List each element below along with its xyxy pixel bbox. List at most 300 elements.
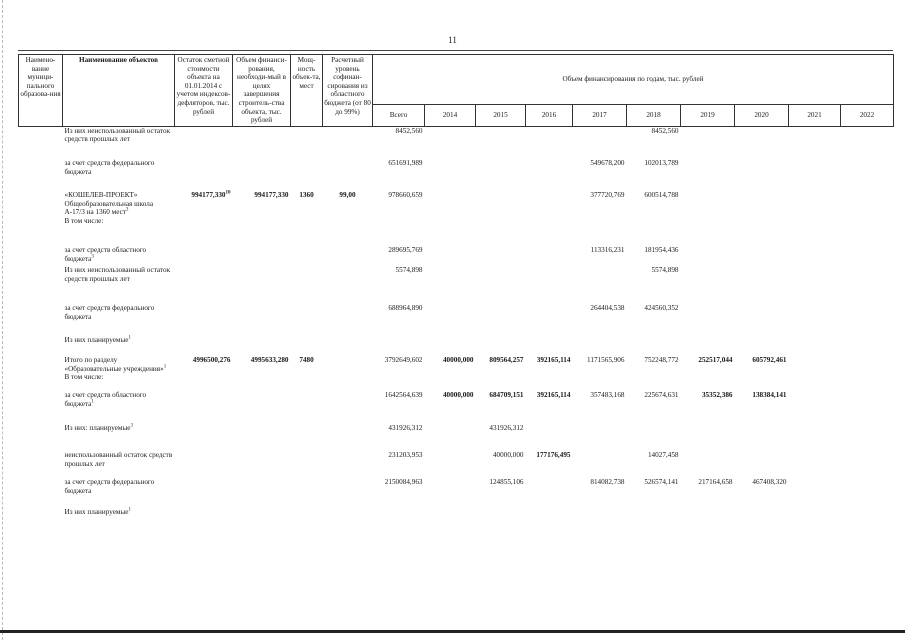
remaining-cost-cell — [175, 391, 233, 424]
year-value-cell-value: 40000,000 — [492, 451, 524, 460]
year-value-cell — [573, 266, 627, 304]
funding-needed-cell — [233, 304, 291, 336]
year-value-cell — [526, 266, 573, 304]
total-cell — [373, 508, 425, 530]
remaining-cost-cell — [175, 356, 233, 391]
year-value-cell-value: 549678,200 — [590, 159, 625, 168]
municipality-cell — [19, 266, 63, 304]
year-value-cell — [735, 451, 789, 478]
year-value-cell — [526, 304, 573, 336]
year-value-cell — [425, 336, 476, 356]
year-value-cell — [476, 356, 526, 391]
object-name-cell-value: за счет средств федерального бюджета — [64, 304, 155, 321]
header-year: 2019 — [681, 104, 735, 126]
year-value-cell-value: 526574,141 — [644, 478, 679, 487]
total-cell-value: 289695,769 — [388, 246, 423, 255]
year-value-cell-value: 113316,231 — [590, 246, 625, 255]
header-municipality: Наимено-вание муници-пального образова-ния — [19, 55, 63, 127]
year-value-cell-value: 177176,495 — [536, 451, 571, 460]
municipality-cell — [19, 336, 63, 356]
total-cell-value: 688964,890 — [388, 304, 423, 313]
object-name-cell-value: за счет средств областного бюджета — [64, 391, 147, 408]
year-value-cell — [627, 508, 681, 530]
cofinancing-cell-value: 99,00 — [339, 191, 356, 200]
header-cofinancing: Расчетный уровень софинан-сирования из областного бюджета (от 80 до 99%) — [323, 55, 373, 127]
object-name-cell-value: Из них планируемые — [64, 336, 129, 345]
year-value-cell-value: 217164,658 — [698, 478, 733, 487]
year-value-cell — [735, 266, 789, 304]
year-value-cell — [526, 391, 573, 424]
total-cell — [373, 159, 425, 191]
remaining-cost-cell-value: 4996500,276 — [192, 356, 231, 365]
year-value-cell-value: 102013,789 — [644, 159, 679, 168]
footnote-marker: 3 — [130, 423, 133, 429]
year-value-cell — [627, 391, 681, 424]
year-value-cell — [627, 159, 681, 191]
year-value-cell — [425, 391, 476, 424]
funding-needed-cell — [233, 246, 291, 266]
year-value-cell — [627, 356, 681, 391]
funding-needed-cell — [233, 424, 291, 451]
year-value-cell — [681, 478, 735, 508]
year-value-cell — [789, 246, 841, 266]
municipality-cell — [19, 126, 63, 159]
object-name-cell-value: Из них неиспользованный остаток средств прошлых лет — [64, 266, 171, 283]
year-value-cell — [476, 126, 526, 159]
cofinancing-cell — [323, 191, 373, 246]
capacity-cell — [291, 478, 323, 508]
cofinancing-cell — [323, 304, 373, 336]
object-name-cell — [63, 478, 175, 508]
year-value-cell — [573, 356, 627, 391]
year-value-cell — [425, 159, 476, 191]
total-cell-value: 2150084,963 — [384, 478, 423, 487]
year-value-cell — [841, 304, 894, 336]
funding-needed-cell — [233, 191, 291, 246]
remaining-cost-cell-value: 994177,330 — [191, 191, 226, 200]
total-cell — [373, 336, 425, 356]
year-value-cell — [735, 191, 789, 246]
year-value-cell — [627, 451, 681, 478]
municipality-cell — [19, 246, 63, 266]
year-value-cell — [526, 159, 573, 191]
table-body — [19, 126, 894, 530]
remaining-cost-cell — [175, 191, 233, 246]
object-name-cell — [63, 304, 175, 336]
year-value-cell — [573, 478, 627, 508]
table-row — [19, 478, 894, 508]
footnote-marker: 1 — [128, 335, 131, 341]
year-value-cell — [627, 424, 681, 451]
object-name-cell-value: Из них: планируемые — [64, 424, 131, 433]
footnote-marker: 3 — [91, 254, 94, 260]
year-value-cell-value: 5574,898 — [651, 266, 679, 275]
year-value-cell — [526, 356, 573, 391]
header-total: Всего — [373, 104, 425, 126]
header-capacity: Мощ-ность объек-та, мест — [291, 55, 323, 127]
year-value-cell — [789, 191, 841, 246]
capacity-cell — [291, 246, 323, 266]
year-value-cell — [526, 451, 573, 478]
remaining-cost-cell — [175, 451, 233, 478]
funding-needed-cell — [233, 266, 291, 304]
object-name-cell — [63, 266, 175, 304]
year-value-cell — [841, 336, 894, 356]
funding-needed-cell — [233, 451, 291, 478]
bottom-rule — [0, 630, 905, 633]
page-number: 11 — [448, 35, 457, 45]
year-value-cell — [526, 126, 573, 159]
funding-needed-cell — [233, 478, 291, 508]
header-year: 2020 — [735, 104, 789, 126]
cofinancing-cell — [323, 356, 373, 391]
year-value-cell-value: 40000,000 — [442, 391, 474, 400]
year-value-cell — [735, 391, 789, 424]
year-value-cell — [841, 266, 894, 304]
year-value-cell-value: 392165,114 — [536, 391, 571, 400]
table-row — [19, 391, 894, 424]
year-value-cell — [573, 246, 627, 266]
year-value-cell — [476, 424, 526, 451]
year-value-cell — [841, 246, 894, 266]
year-value-cell — [573, 336, 627, 356]
year-value-cell-value: 14027,458 — [647, 451, 679, 460]
funding-needed-cell-value: 994177,330 — [254, 191, 289, 200]
year-value-cell — [573, 391, 627, 424]
year-value-cell — [425, 451, 476, 478]
footnote-marker: 10 — [225, 190, 231, 196]
year-value-cell — [573, 126, 627, 159]
total-cell-value: 8452,560 — [395, 126, 423, 135]
footnote-marker: 1 — [91, 399, 94, 405]
year-value-cell-value: 809564,257 — [489, 356, 524, 365]
year-value-cell — [681, 391, 735, 424]
municipality-cell — [19, 191, 63, 246]
including-label: В том числе: — [64, 373, 104, 382]
year-value-cell — [425, 266, 476, 304]
remaining-cost-cell — [175, 424, 233, 451]
funding-needed-cell-value: 4995633,280 — [250, 356, 289, 365]
year-value-cell-value: 752248,772 — [644, 356, 679, 365]
year-value-cell — [573, 508, 627, 530]
remaining-cost-cell — [175, 508, 233, 530]
year-value-cell — [789, 451, 841, 478]
funding-needed-cell — [233, 391, 291, 424]
year-value-cell — [789, 391, 841, 424]
year-value-cell — [735, 159, 789, 191]
year-value-cell — [573, 159, 627, 191]
year-value-cell — [627, 246, 681, 266]
year-value-cell — [425, 508, 476, 530]
year-value-cell — [789, 304, 841, 336]
year-value-cell — [526, 424, 573, 451]
total-cell — [373, 391, 425, 424]
year-value-cell — [476, 508, 526, 530]
year-value-cell — [681, 159, 735, 191]
footnote-marker: 1 — [128, 507, 131, 513]
year-value-cell — [735, 126, 789, 159]
year-value-cell — [476, 246, 526, 266]
object-name-cell — [63, 191, 175, 246]
year-value-cell-value: 40000,000 — [442, 356, 474, 365]
table-row — [19, 304, 894, 336]
including-label: В том числе: — [64, 217, 104, 226]
year-value-cell — [526, 246, 573, 266]
year-value-cell — [627, 478, 681, 508]
year-value-cell-value: 124855,106 — [489, 478, 524, 487]
year-value-cell-value: 684709,151 — [489, 391, 524, 400]
total-cell — [373, 126, 425, 159]
year-value-cell — [573, 191, 627, 246]
capacity-cell — [291, 356, 323, 391]
year-value-cell — [476, 336, 526, 356]
object-name-cell — [63, 451, 175, 478]
total-cell-value: 231203,953 — [388, 451, 423, 460]
year-value-cell — [735, 336, 789, 356]
year-value-cell — [476, 266, 526, 304]
object-name-cell-value: за счет средств федерального бюджета — [64, 478, 155, 495]
year-value-cell — [476, 159, 526, 191]
total-cell — [373, 191, 425, 246]
year-value-cell — [526, 508, 573, 530]
total-cell — [373, 304, 425, 336]
year-value-cell — [573, 304, 627, 336]
municipality-cell — [19, 424, 63, 451]
year-value-cell-value: 35352,386 — [701, 391, 733, 400]
table-row — [19, 336, 894, 356]
header-yearly-group: Объем финансирования по годам, тыс. рублей — [373, 55, 894, 105]
capacity-cell — [291, 336, 323, 356]
year-value-cell-value: 605792,461 — [752, 356, 787, 365]
year-value-cell — [476, 478, 526, 508]
year-value-cell-value: 181954,436 — [644, 246, 679, 255]
year-value-cell — [735, 478, 789, 508]
year-value-cell — [681, 246, 735, 266]
remaining-cost-cell — [175, 126, 233, 159]
object-name-cell — [63, 424, 175, 451]
year-value-cell-value: 357483,168 — [590, 391, 625, 400]
table-row — [19, 266, 894, 304]
remaining-cost-cell — [175, 159, 233, 191]
year-value-cell — [841, 391, 894, 424]
year-value-cell-value: 1171565,906 — [587, 356, 625, 365]
total-cell — [373, 246, 425, 266]
object-name-cell — [63, 159, 175, 191]
year-value-cell-value: 377720,769 — [590, 191, 625, 200]
object-name-cell-value: Итого по разделу «Образовательные учреждения» — [64, 356, 164, 373]
year-value-cell — [681, 191, 735, 246]
cofinancing-cell — [323, 451, 373, 478]
object-name-cell-value: неиспользованный остаток средств прошлых лет — [64, 451, 173, 468]
cofinancing-cell — [323, 159, 373, 191]
year-value-cell — [681, 336, 735, 356]
year-value-cell — [681, 424, 735, 451]
year-value-cell — [789, 266, 841, 304]
object-name-cell — [63, 126, 175, 159]
table-row — [19, 126, 894, 159]
capacity-cell — [291, 126, 323, 159]
object-name-cell-value: за счет средств федерального бюджета — [64, 159, 155, 176]
capacity-cell — [291, 451, 323, 478]
funding-needed-cell — [233, 508, 291, 530]
year-value-cell-value: 252517,044 — [698, 356, 733, 365]
total-cell-value: 3792649,602 — [384, 356, 423, 365]
year-value-cell — [425, 191, 476, 246]
year-value-cell — [425, 126, 476, 159]
year-value-cell-value: 467408,320 — [752, 478, 787, 487]
cofinancing-cell — [323, 508, 373, 530]
year-value-cell-value: 264404,538 — [590, 304, 625, 313]
object-name-cell — [63, 391, 175, 424]
capacity-cell — [291, 159, 323, 191]
header-year: 2016 — [526, 104, 573, 126]
year-value-cell — [526, 478, 573, 508]
year-value-cell — [789, 424, 841, 451]
header-year: 2022 — [841, 104, 894, 126]
header-row-1 — [19, 55, 894, 105]
year-value-cell-value: 431926,312 — [489, 424, 524, 433]
footnote-marker: 1 — [163, 364, 167, 370]
year-value-cell-value: 8452,560 — [651, 126, 679, 135]
remaining-cost-cell — [175, 478, 233, 508]
year-value-cell-value: 600514,788 — [644, 191, 679, 200]
capacity-cell-value: 7480 — [299, 356, 314, 365]
year-value-cell — [681, 356, 735, 391]
object-name-cell — [63, 356, 175, 391]
year-value-cell — [425, 246, 476, 266]
year-value-cell — [789, 478, 841, 508]
municipality-cell — [19, 304, 63, 336]
object-name-cell-value: за счет средств областного бюджета — [64, 246, 147, 263]
year-value-cell — [735, 246, 789, 266]
year-value-cell — [627, 266, 681, 304]
municipality-cell — [19, 159, 63, 191]
table-row — [19, 159, 894, 191]
year-value-cell — [627, 336, 681, 356]
year-value-cell — [789, 508, 841, 530]
table-row — [19, 508, 894, 530]
year-value-cell — [425, 424, 476, 451]
total-cell-value: 978660,659 — [388, 191, 423, 200]
funding-needed-cell — [233, 336, 291, 356]
year-value-cell — [476, 391, 526, 424]
year-value-cell — [476, 191, 526, 246]
header-year: 2021 — [789, 104, 841, 126]
total-cell-value: 1642564,639 — [384, 391, 423, 400]
total-cell — [373, 356, 425, 391]
year-value-cell — [841, 159, 894, 191]
cofinancing-cell — [323, 391, 373, 424]
remaining-cost-cell — [175, 304, 233, 336]
cofinancing-cell — [323, 266, 373, 304]
header-object-name: Наименование объектов — [63, 55, 175, 127]
year-value-cell — [841, 126, 894, 159]
header-funding-needed: Объем финанси-рования, необходи-мый в целях завершения строитель-ства объекта, тыс. рублей — [233, 55, 291, 127]
remaining-cost-cell — [175, 246, 233, 266]
year-value-cell — [841, 478, 894, 508]
capacity-cell — [291, 391, 323, 424]
object-name-cell-value: Из них неиспользованный остаток средств прошлых лет — [64, 126, 171, 144]
municipality-cell — [19, 451, 63, 478]
year-value-cell — [681, 266, 735, 304]
object-name-cell-value: «КОШЕЛЕВ-ПРОЕКТ» Общеобразовательная школа А-17/3 на 1360 мест — [64, 191, 154, 217]
total-cell-value: 5574,898 — [395, 266, 423, 275]
year-value-cell-value: 424560,352 — [644, 304, 679, 313]
year-value-cell — [789, 356, 841, 391]
year-value-cell — [526, 336, 573, 356]
object-name-cell — [63, 336, 175, 356]
top-rule — [18, 50, 893, 51]
funding-needed-cell — [233, 159, 291, 191]
header-year: 2014 — [425, 104, 476, 126]
year-value-cell — [681, 126, 735, 159]
funding-needed-cell — [233, 356, 291, 391]
total-cell — [373, 424, 425, 451]
year-value-cell — [425, 304, 476, 336]
year-value-cell — [789, 159, 841, 191]
total-cell — [373, 478, 425, 508]
year-value-cell — [476, 451, 526, 478]
capacity-cell — [291, 191, 323, 246]
table-row — [19, 191, 894, 246]
scan-edge — [2, 0, 4, 640]
header-year: 2015 — [476, 104, 526, 126]
total-cell — [373, 451, 425, 478]
financing-table — [18, 54, 894, 530]
year-value-cell — [735, 304, 789, 336]
table-row — [19, 451, 894, 478]
capacity-cell-value: 1360 — [299, 191, 314, 200]
header-year: 2017 — [573, 104, 627, 126]
year-value-cell — [526, 191, 573, 246]
total-cell-value: 651691,989 — [388, 159, 423, 168]
table-row — [19, 424, 894, 451]
year-value-cell-value: 392165,114 — [536, 356, 571, 365]
year-value-cell — [735, 356, 789, 391]
year-value-cell — [789, 336, 841, 356]
cofinancing-cell — [323, 336, 373, 356]
total-cell — [373, 266, 425, 304]
year-value-cell — [573, 451, 627, 478]
year-value-cell-value: 138384,141 — [752, 391, 787, 400]
year-value-cell — [681, 451, 735, 478]
object-name-cell — [63, 246, 175, 266]
remaining-cost-cell — [175, 336, 233, 356]
capacity-cell — [291, 508, 323, 530]
capacity-cell — [291, 304, 323, 336]
municipality-cell — [19, 391, 63, 424]
object-name-cell — [63, 508, 175, 530]
year-value-cell — [735, 508, 789, 530]
year-value-cell-value: 225674,631 — [644, 391, 679, 400]
year-value-cell — [627, 126, 681, 159]
cofinancing-cell — [323, 424, 373, 451]
footnote-marker: 3 — [125, 208, 129, 214]
year-value-cell — [425, 478, 476, 508]
year-value-cell — [627, 304, 681, 336]
year-value-cell — [476, 304, 526, 336]
total-cell-value: 431926,312 — [388, 424, 423, 433]
table-row — [19, 356, 894, 391]
year-value-cell — [841, 356, 894, 391]
year-value-cell — [789, 126, 841, 159]
year-value-cell — [841, 451, 894, 478]
year-value-cell — [841, 424, 894, 451]
year-value-cell — [735, 424, 789, 451]
funding-needed-cell — [233, 126, 291, 159]
year-value-cell — [841, 191, 894, 246]
year-value-cell — [425, 356, 476, 391]
